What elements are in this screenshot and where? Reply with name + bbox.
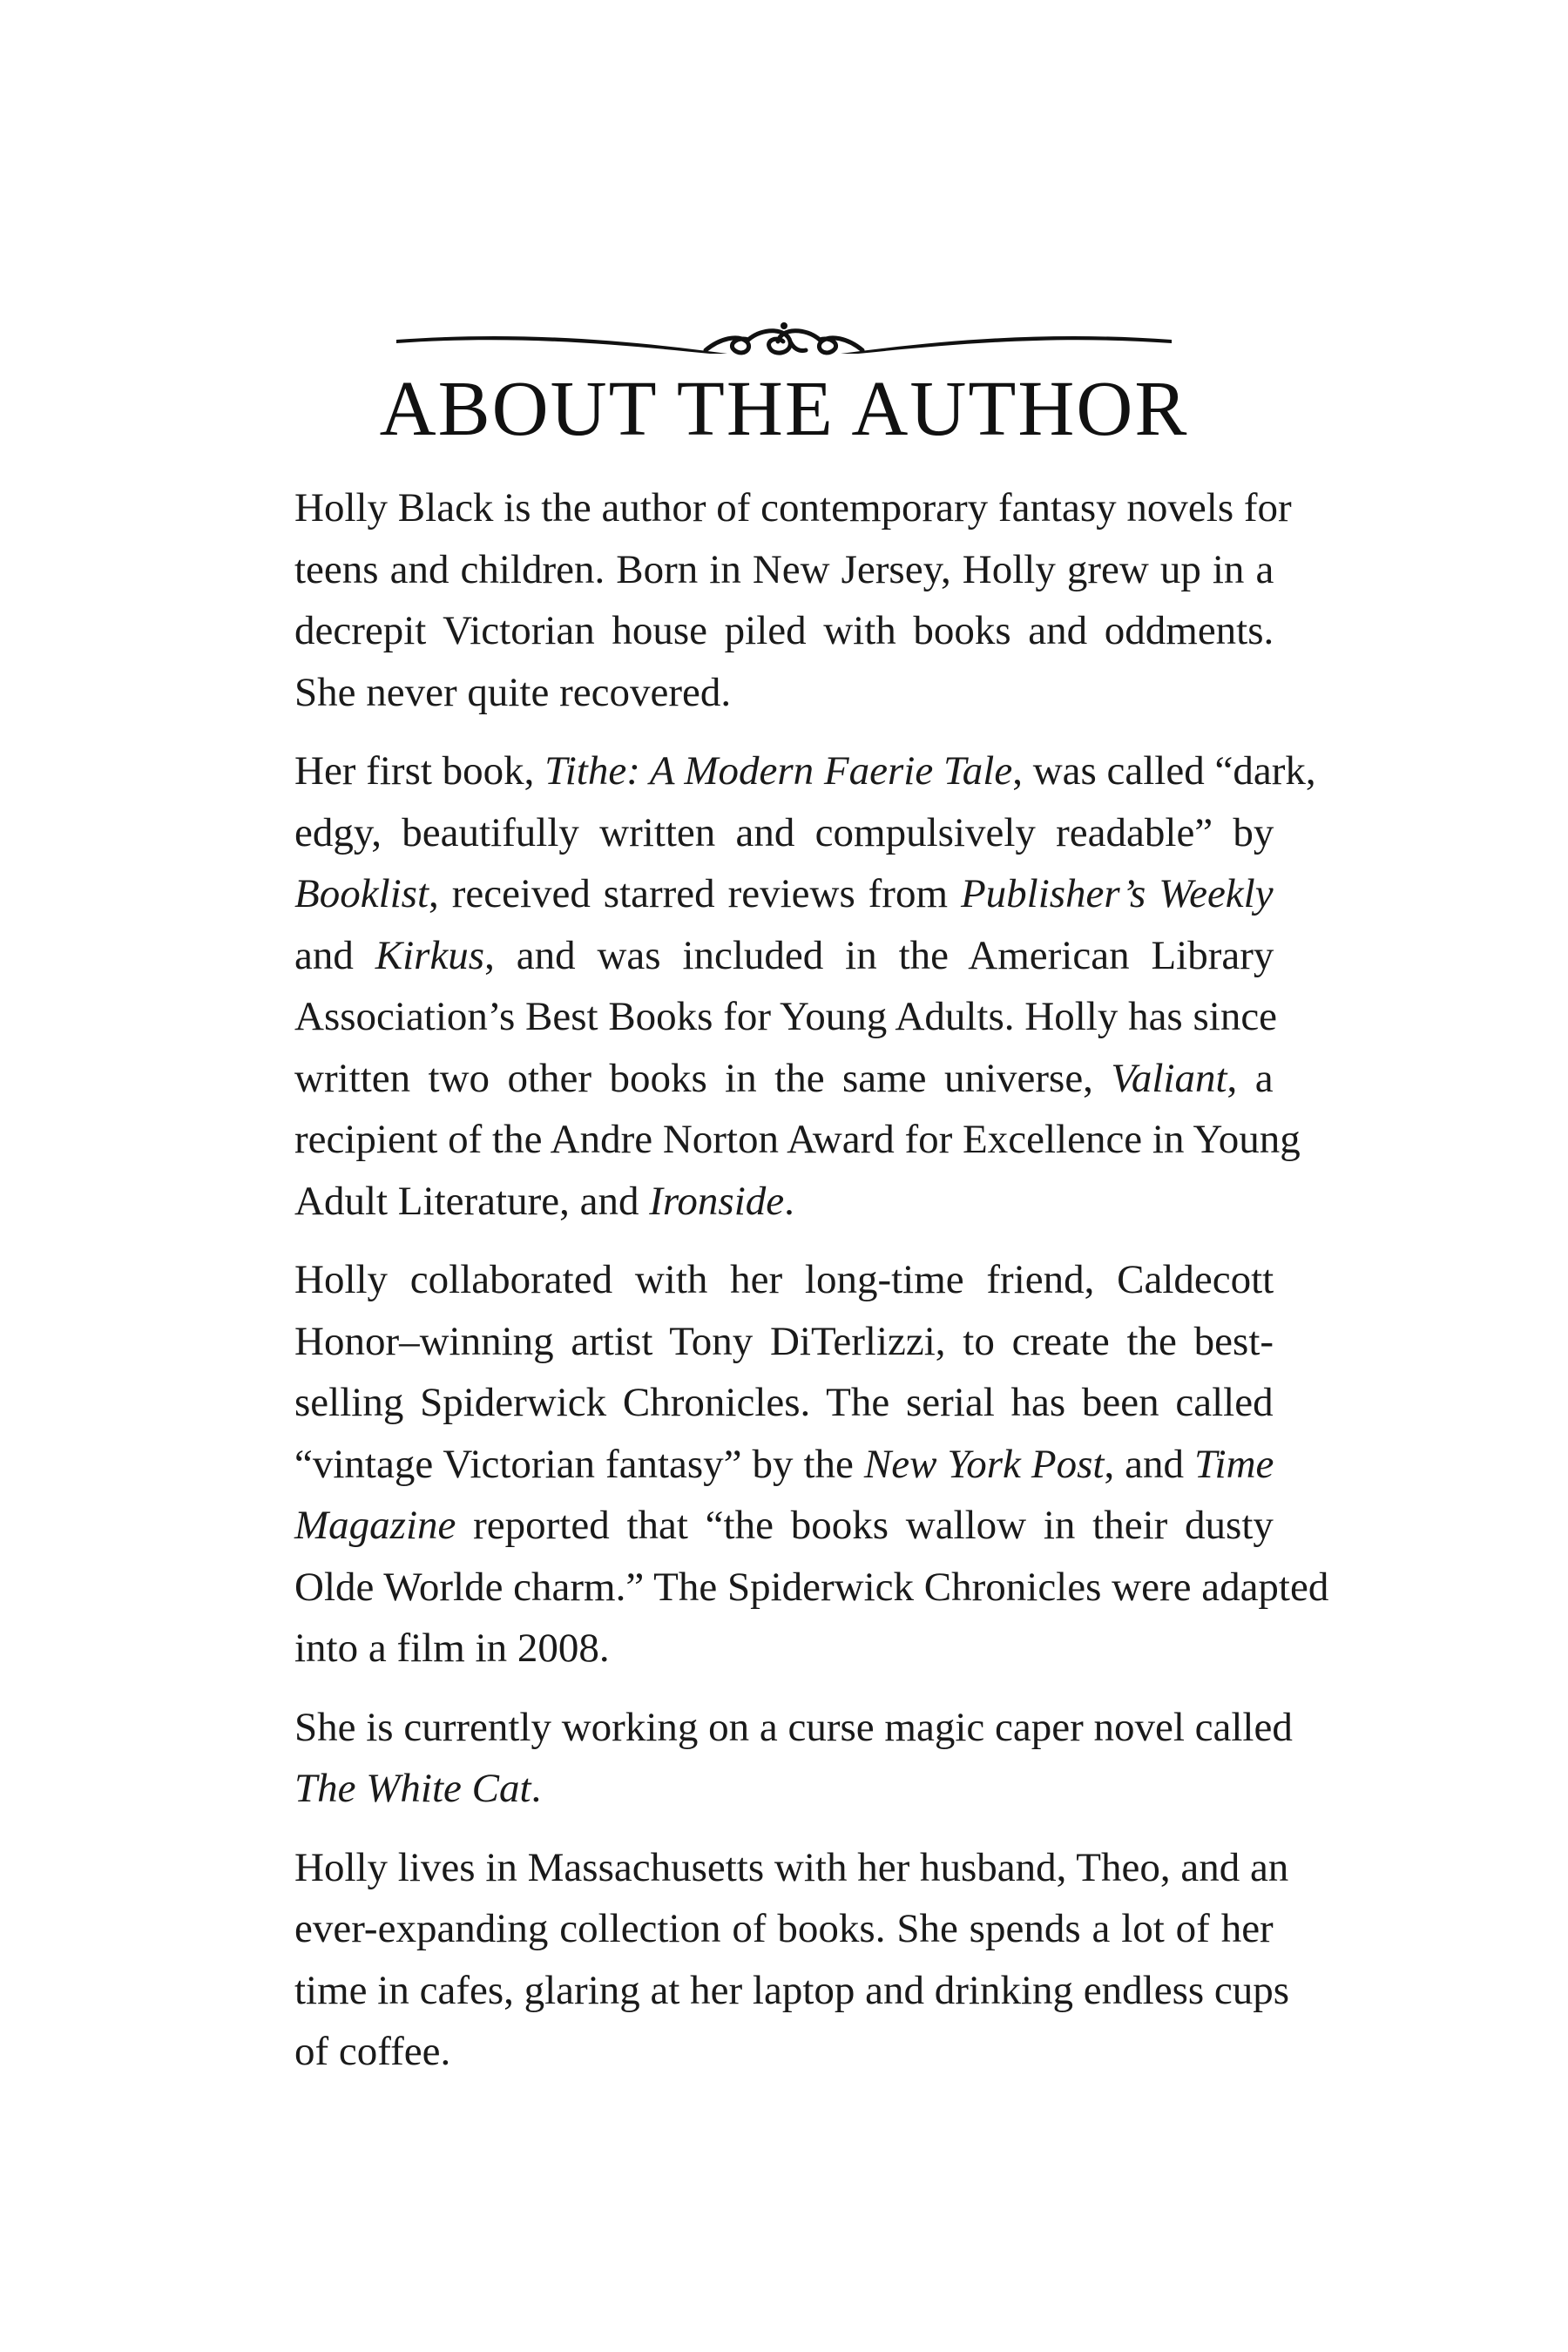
text-line bbox=[294, 986, 1278, 1048]
text-segment: , and was included in the American Library bbox=[484, 932, 1274, 978]
text-segment: of coffee. bbox=[294, 2029, 451, 2074]
text-segment: edgy, beautifully written and compulsively readable” by bbox=[294, 809, 1274, 855]
text-segment: Holly lives in Massachusetts with her husband, Theo, and an bbox=[294, 1844, 1289, 1890]
text-segment: reported that “the books wallow in their dusty bbox=[456, 1503, 1274, 1548]
text-line bbox=[294, 1048, 1274, 1110]
italic-title-text: Publisher’s Weekly bbox=[960, 871, 1274, 916]
paragraph bbox=[294, 1249, 1329, 1680]
page-title: ABOUT THE AUTHOR bbox=[379, 366, 1189, 452]
italic-title-text: Kirkus bbox=[375, 932, 485, 978]
italic-title-text: New York Post bbox=[863, 1441, 1105, 1487]
text-line bbox=[294, 740, 1316, 802]
text-segment: Olde Worlde charm.” The Spiderwick Chronicles were adapted bbox=[294, 1564, 1329, 1610]
text-segment: . bbox=[784, 1178, 794, 1224]
text-line bbox=[294, 1434, 1274, 1496]
text-segment: , a bbox=[1227, 1055, 1274, 1101]
italic-title-text: Time bbox=[1194, 1441, 1274, 1487]
paragraph bbox=[294, 1697, 1293, 1820]
text-line bbox=[294, 925, 1274, 987]
text-segment: Association’s Best Books for Young Adults. Holly has since bbox=[294, 994, 1278, 1039]
italic-title-text: Booklist bbox=[294, 871, 429, 916]
text-line bbox=[294, 477, 1292, 539]
text-line bbox=[294, 1758, 1274, 1820]
italic-title-text: Magazine bbox=[294, 1503, 456, 1548]
paragraph bbox=[294, 1837, 1290, 2083]
text-segment: and bbox=[294, 932, 375, 978]
text-line bbox=[294, 662, 1274, 724]
text-line bbox=[294, 600, 1274, 662]
text-segment: teens and children. Born in New Jersey, Holly grew up in a bbox=[294, 546, 1274, 592]
text-line bbox=[294, 1557, 1329, 1619]
text-line bbox=[294, 1171, 1274, 1233]
text-segment: time in cafes, glaring at her laptop and drinking endless cups bbox=[294, 1967, 1290, 2013]
text-segment: “vintage Victorian fantasy” by the bbox=[294, 1441, 864, 1487]
author-biography bbox=[294, 477, 1329, 2100]
text-line bbox=[294, 539, 1274, 601]
text-line bbox=[294, 1372, 1274, 1434]
text-line bbox=[294, 1618, 1274, 1680]
text-segment: . bbox=[531, 1766, 542, 1811]
text-line bbox=[294, 2021, 1274, 2083]
text-line bbox=[294, 1960, 1290, 2022]
text-segment: Honor–winning artist Tony DiTerlizzi, to create the best- bbox=[294, 1318, 1274, 1364]
italic-title-text: Valiant bbox=[1111, 1055, 1227, 1101]
text-line bbox=[294, 863, 1274, 925]
text-segment: selling Spiderwick Chronicles. The serial has been called bbox=[294, 1380, 1274, 1425]
text-segment: , and bbox=[1104, 1441, 1194, 1487]
text-segment: ever-expanding collection of books. She spends a lot of her bbox=[294, 1906, 1274, 1951]
paragraph bbox=[294, 477, 1292, 723]
text-segment: She is currently working on a curse magic caper novel called bbox=[294, 1704, 1293, 1750]
text-segment: Her first book, bbox=[294, 748, 545, 794]
text-segment: Holly Black is the author of contemporary fantasy novels for bbox=[294, 485, 1292, 531]
text-segment: She never quite recovered. bbox=[294, 669, 732, 715]
decorative-flourish-ornament bbox=[396, 305, 1172, 366]
italic-title-text: The White Cat bbox=[294, 1766, 531, 1811]
text-segment: Holly collaborated with her long-time friend, Caldecott bbox=[294, 1257, 1274, 1302]
text-line bbox=[294, 1898, 1274, 1960]
text-segment: written two other books in the same universe, bbox=[294, 1055, 1112, 1101]
italic-title-text: Tithe: A Modern Faerie Tale bbox=[544, 748, 1013, 794]
text-segment: decrepit Victorian house piled with books and oddments. bbox=[294, 608, 1274, 653]
text-segment: , received starred reviews from bbox=[429, 871, 961, 916]
text-line bbox=[294, 1249, 1274, 1311]
italic-title-text: Ironside bbox=[649, 1178, 785, 1224]
text-segment: into a film in 2008. bbox=[294, 1625, 610, 1671]
text-line bbox=[294, 1311, 1274, 1373]
text-segment: , was called “dark, bbox=[1012, 748, 1316, 794]
text-segment: Adult Literature, and bbox=[294, 1178, 650, 1224]
text-line bbox=[294, 1837, 1289, 1899]
text-line bbox=[294, 1109, 1301, 1171]
text-line bbox=[294, 1697, 1293, 1759]
text-segment: recipient of the Andre Norton Award for Excellence in Young bbox=[294, 1117, 1301, 1162]
text-line bbox=[294, 1495, 1274, 1557]
text-line bbox=[294, 802, 1274, 864]
paragraph bbox=[294, 740, 1316, 1232]
